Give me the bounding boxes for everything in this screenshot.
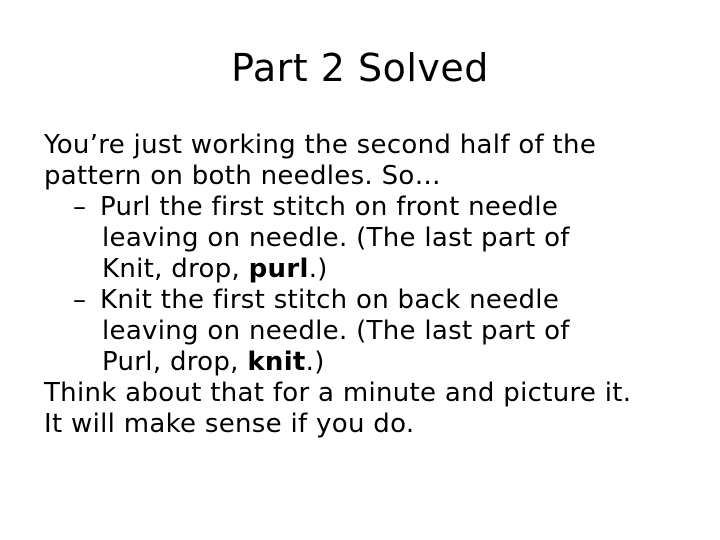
bold-word: purl <box>248 254 309 284</box>
slide-title: Part 2 Solved <box>231 46 489 90</box>
slide-body <box>44 130 704 440</box>
bullet-line <box>100 347 704 378</box>
intro-line: You’re just working the second half of the <box>44 130 597 160</box>
closing-paragraph <box>44 378 704 440</box>
bullet-line: Purl the first stitch on front needle <box>100 192 559 222</box>
bullet-text: Knit, drop, <box>102 254 249 284</box>
bullet-dash: – <box>73 192 87 222</box>
bullet-purl-front <box>73 192 704 285</box>
bold-word: knit <box>247 347 306 377</box>
bullet-line <box>100 254 704 285</box>
bullet-line: leaving on needle. (The last part of <box>102 316 570 346</box>
bullet-line: leaving on needle. (The last part of <box>102 223 570 253</box>
bullet-text: .) <box>305 347 325 377</box>
intro-paragraph <box>44 130 704 192</box>
closing-line: Think about that for a minute and picture it. <box>44 378 632 408</box>
bullet-text: .) <box>308 254 328 284</box>
bullet-line: Knit the first stitch on back needle <box>100 285 560 315</box>
bullet-text: Purl, drop, <box>102 347 248 377</box>
closing-line: It will make sense if you do. <box>44 409 415 439</box>
bullet-knit-back <box>73 285 704 378</box>
bullet-dash: – <box>73 285 87 315</box>
intro-line: pattern on both needles. So… <box>44 161 441 191</box>
